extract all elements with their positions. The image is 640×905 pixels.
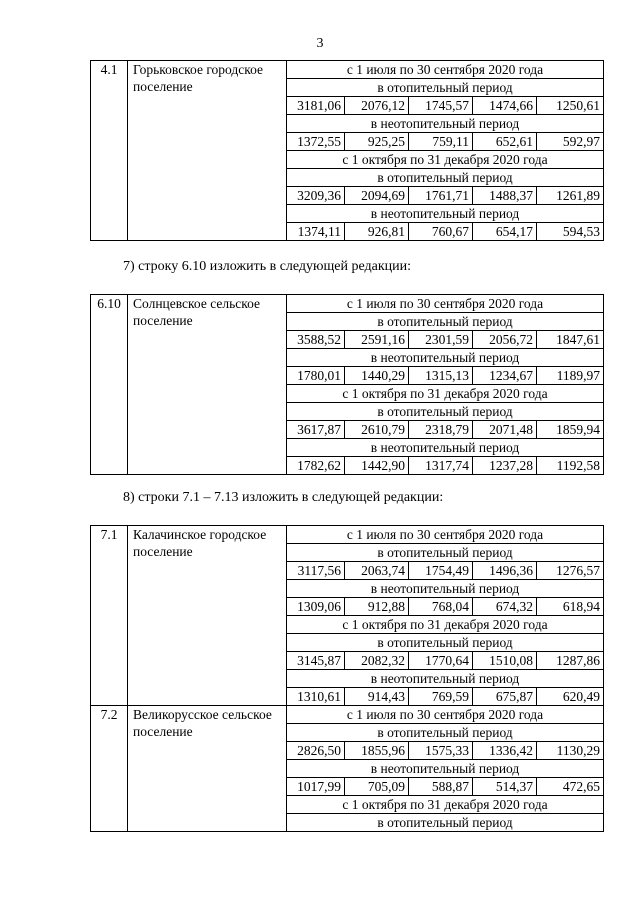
- tariff-value: 2591,16: [345, 331, 409, 349]
- tariff-value: 1261,89: [537, 187, 604, 205]
- nonheating-period-label: в неотопительный период: [287, 115, 604, 133]
- period-header: с 1 июля по 30 сентября 2020 года: [287, 526, 604, 544]
- tariff-value: 1374,11: [287, 223, 345, 241]
- tariff-value: 618,94: [537, 598, 604, 616]
- tariff-value: 1309,06: [287, 598, 345, 616]
- tariff-value: 914,43: [345, 688, 409, 706]
- tariff-value: 652,61: [473, 133, 537, 151]
- settlement-name: Великорусское сельское поселение: [128, 706, 287, 832]
- heating-period-label: в отопительный период: [287, 634, 604, 652]
- tariff-value: 1761,71: [409, 187, 473, 205]
- period-header: с 1 октября по 31 декабря 2020 года: [287, 151, 604, 169]
- tariff-value: 2082,32: [345, 652, 409, 670]
- tariff-value: 1440,29: [345, 367, 409, 385]
- settlement-name: Калачинское городское поселение: [128, 526, 287, 706]
- tariff-value: 1488,37: [473, 187, 537, 205]
- tariff-value: 472,65: [537, 778, 604, 796]
- row-number: 7.1: [91, 526, 128, 706]
- tariff-value: 760,67: [409, 223, 473, 241]
- tariff-value: 1276,57: [537, 562, 604, 580]
- tariff-value: 2318,79: [409, 421, 473, 439]
- tariff-value: 3117,56: [287, 562, 345, 580]
- page-number: 3: [316, 36, 324, 51]
- tariff-value: 1192,58: [537, 457, 604, 475]
- tariff-value: 1496,36: [473, 562, 537, 580]
- nonheating-period-label: в неотопительный период: [287, 580, 604, 598]
- heating-period-label: в отопительный период: [287, 313, 604, 331]
- row-number: 7.2: [91, 706, 128, 832]
- tariff-value: 1250,61: [537, 97, 604, 115]
- tariff-value: 1315,13: [409, 367, 473, 385]
- heating-period-label: в отопительный период: [287, 544, 604, 562]
- nonheating-period-label: в неотопительный период: [287, 439, 604, 457]
- tariff-value: 1770,64: [409, 652, 473, 670]
- period-header: с 1 июля по 30 сентября 2020 года: [287, 295, 604, 313]
- tariff-value: 1754,49: [409, 562, 473, 580]
- tariff-value: 768,04: [409, 598, 473, 616]
- instruction-paragraph-8: 8) строки 7.1 – 7.13 изложить в следующей редакции:: [123, 490, 444, 505]
- tariff-value: 1510,08: [473, 652, 537, 670]
- heating-period-label: в отопительный период: [287, 169, 604, 187]
- tariff-value: 588,87: [409, 778, 473, 796]
- tariff-value: 1310,61: [287, 688, 345, 706]
- tariff-value: 1017,99: [287, 778, 345, 796]
- period-header: с 1 июля по 30 сентября 2020 года: [287, 706, 604, 724]
- tariff-value: 769,59: [409, 688, 473, 706]
- tariff-value: 2063,74: [345, 562, 409, 580]
- tariff-value: 1474,66: [473, 97, 537, 115]
- nonheating-period-label: в неотопительный период: [287, 760, 604, 778]
- period-header: с 1 октября по 31 декабря 2020 года: [287, 385, 604, 403]
- tariff-value: 1855,96: [345, 742, 409, 760]
- period-header: с 1 октября по 31 декабря 2020 года: [287, 616, 604, 634]
- tariff-value: 2056,72: [473, 331, 537, 349]
- tariff-value: 1745,57: [409, 97, 473, 115]
- settlement-name: Солнцевское сельское поселение: [128, 295, 287, 475]
- period-header: с 1 июля по 30 сентября 2020 года: [287, 61, 604, 79]
- period-header: с 1 октября по 31 декабря 2020 года: [287, 796, 604, 814]
- table-row: [91, 706, 604, 724]
- table-row: [91, 526, 604, 544]
- tariff-value: 1336,42: [473, 742, 537, 760]
- tariff-value: 925,25: [345, 133, 409, 151]
- tariff-value: 3588,52: [287, 331, 345, 349]
- heating-period-label: в отопительный период: [287, 814, 604, 832]
- nonheating-period-label: в неотопительный период: [287, 205, 604, 223]
- tariff-value: 1847,61: [537, 331, 604, 349]
- tariff-value: 1575,33: [409, 742, 473, 760]
- tariff-value: 3181,06: [287, 97, 345, 115]
- tariff-value: 1234,67: [473, 367, 537, 385]
- tariff-value: 594,53: [537, 223, 604, 241]
- row-number: 6.10: [91, 295, 128, 475]
- tariff-value: 1442,90: [345, 457, 409, 475]
- tariff-value: 3617,87: [287, 421, 345, 439]
- tariff-value: 674,32: [473, 598, 537, 616]
- tariff-value: 2071,48: [473, 421, 537, 439]
- tariff-value: 912,88: [345, 598, 409, 616]
- tariff-value: 3145,87: [287, 652, 345, 670]
- table-row: [91, 61, 604, 79]
- tariff-value: 2610,79: [345, 421, 409, 439]
- tariff-value: 1859,94: [537, 421, 604, 439]
- tariff-value: 1287,86: [537, 652, 604, 670]
- tariff-value: 705,09: [345, 778, 409, 796]
- tariff-value: 1782,62: [287, 457, 345, 475]
- table-row: [91, 295, 604, 313]
- instruction-paragraph-7: 7) строку 6.10 изложить в следующей редакции:: [123, 259, 412, 274]
- tariff-value: 2076,12: [345, 97, 409, 115]
- heating-period-label: в отопительный период: [287, 79, 604, 97]
- tariff-value: 759,11: [409, 133, 473, 151]
- tariff-table-6-10: [90, 294, 604, 475]
- tariff-value: 2826,50: [287, 742, 345, 760]
- tariff-value: 2301,59: [409, 331, 473, 349]
- tariff-value: 1780,01: [287, 367, 345, 385]
- settlement-name: Горьковское городское поселение: [128, 61, 287, 241]
- row-number: 4.1: [91, 61, 128, 241]
- tariff-value: 1237,28: [473, 457, 537, 475]
- heating-period-label: в отопительный период: [287, 403, 604, 421]
- tariff-value: 3209,36: [287, 187, 345, 205]
- tariff-table-4-1: [90, 60, 604, 241]
- tariff-value: 592,97: [537, 133, 604, 151]
- tariff-value: 675,87: [473, 688, 537, 706]
- nonheating-period-label: в неотопительный период: [287, 349, 604, 367]
- tariff-value: 1317,74: [409, 457, 473, 475]
- tariff-table-7-x: [90, 525, 604, 832]
- tariff-value: 1372,55: [287, 133, 345, 151]
- tariff-value: 1189,97: [537, 367, 604, 385]
- tariff-value: 2094,69: [345, 187, 409, 205]
- tariff-value: 620,49: [537, 688, 604, 706]
- tariff-value: 654,17: [473, 223, 537, 241]
- nonheating-period-label: в неотопительный период: [287, 670, 604, 688]
- tariff-value: 926,81: [345, 223, 409, 241]
- tariff-value: 1130,29: [537, 742, 604, 760]
- tariff-value: 514,37: [473, 778, 537, 796]
- heating-period-label: в отопительный период: [287, 724, 604, 742]
